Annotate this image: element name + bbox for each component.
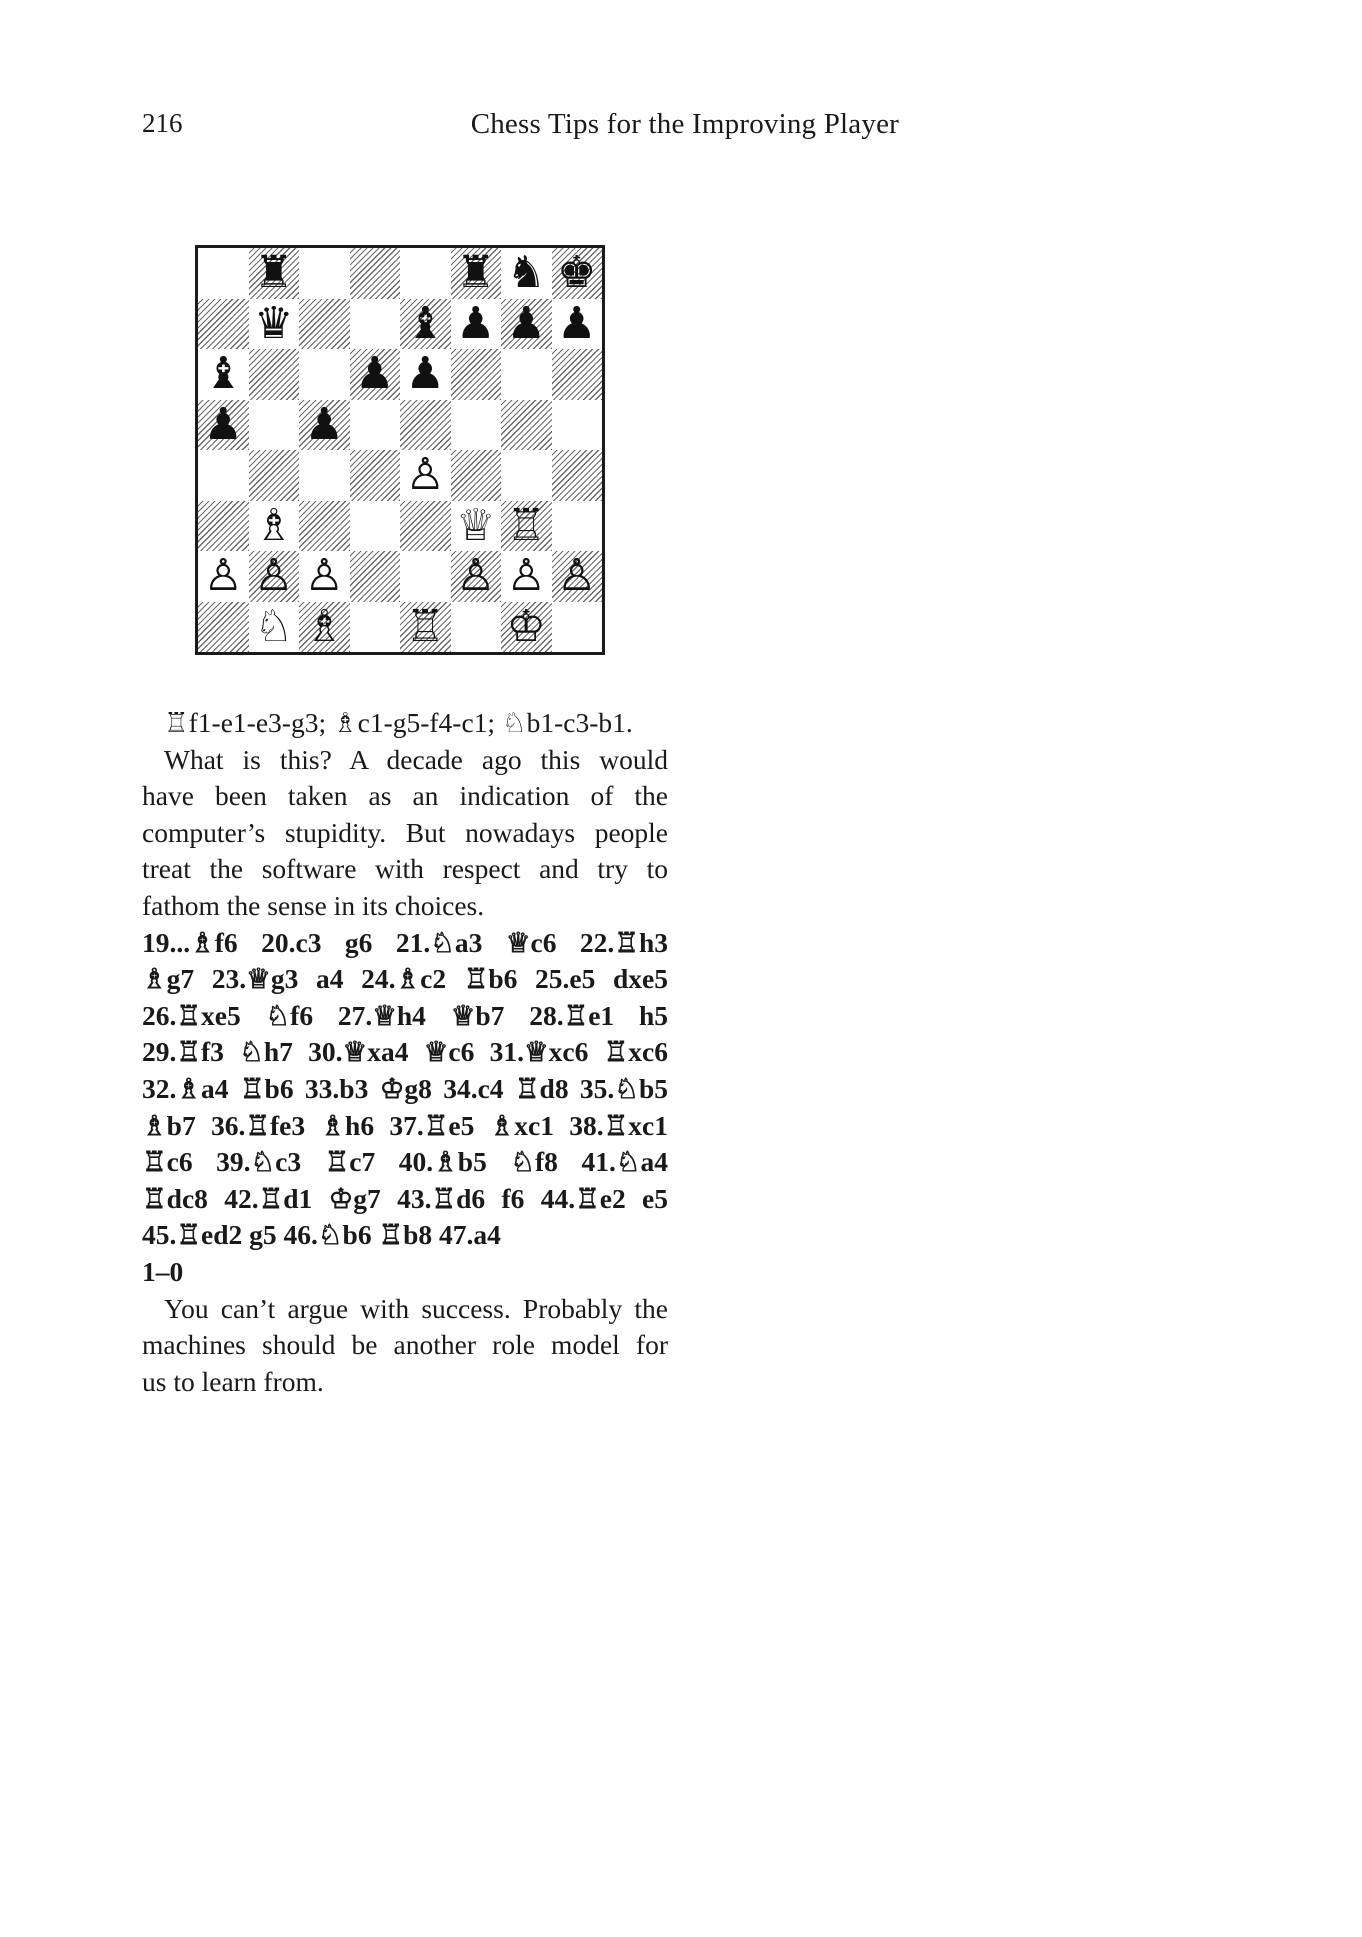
black-pawn-icon: ♟	[557, 297, 597, 349]
square-d8	[350, 248, 401, 299]
square-c3	[299, 501, 350, 552]
square-a4	[198, 450, 249, 501]
square-a2	[198, 551, 249, 602]
square-h3	[552, 501, 603, 552]
square-c2	[299, 551, 350, 602]
square-f7	[451, 299, 502, 350]
black-rook-icon: ♜	[456, 247, 496, 299]
black-pawn-icon: ♟	[304, 398, 344, 450]
moves-line: 19...♗f6 20.c3 g6 21.♘a3 ♕c6 22.♖h3	[142, 926, 668, 958]
running-title: Chess Tips for the Improving Player	[470, 108, 899, 140]
square-h5	[552, 400, 603, 451]
paragraph-line: fathom the sense in its choices.	[142, 889, 485, 921]
square-f1	[451, 602, 502, 653]
square-d6	[350, 349, 401, 400]
square-d1	[350, 602, 401, 653]
square-e8	[400, 248, 451, 299]
square-g5	[501, 400, 552, 451]
square-f5	[451, 400, 502, 451]
white-pawn-icon: ♙	[254, 550, 294, 602]
square-f6	[451, 349, 502, 400]
square-g6	[501, 349, 552, 400]
square-b7	[249, 299, 300, 350]
square-g4	[501, 450, 552, 501]
white-pawn-icon: ♙	[557, 550, 597, 602]
square-g8	[501, 248, 552, 299]
square-a1	[198, 602, 249, 653]
moves-line: ♖c6 39.♘c3 ♖c7 40.♗b5 ♘f8 41.♘a4	[142, 1146, 668, 1178]
black-bishop-icon: ♝	[405, 297, 445, 349]
moves-line: ♗g7 23.♕g3 a4 24.♗c2 ♖b6 25.e5 dxe5	[142, 963, 668, 995]
square-e1	[400, 602, 451, 653]
black-pawn-icon: ♟	[405, 348, 445, 400]
black-rook-icon: ♜	[254, 247, 294, 299]
square-e7	[400, 299, 451, 350]
white-pawn-icon: ♙	[203, 550, 243, 602]
white-pawn-icon: ♙	[506, 550, 546, 602]
square-f2	[451, 551, 502, 602]
square-b2	[249, 551, 300, 602]
square-a8	[198, 248, 249, 299]
page-number: 216	[142, 108, 183, 138]
square-b4	[249, 450, 300, 501]
square-d3	[350, 501, 401, 552]
chess-diagram	[195, 245, 605, 655]
white-rook-icon: ♖	[506, 499, 546, 551]
white-king-icon: ♔	[506, 600, 546, 652]
square-h1	[552, 602, 603, 653]
white-queen-icon: ♕	[456, 499, 496, 551]
square-f3	[451, 501, 502, 552]
square-b5	[249, 400, 300, 451]
square-b6	[249, 349, 300, 400]
square-c7	[299, 299, 350, 350]
black-knight-icon: ♞	[506, 247, 546, 299]
square-d7	[350, 299, 401, 350]
square-e4	[400, 450, 451, 501]
black-pawn-icon: ♟	[203, 398, 243, 450]
white-pawn-icon: ♙	[304, 550, 344, 602]
white-pawn-icon: ♙	[405, 449, 445, 501]
paragraph-line: machines should be another role model for	[142, 1329, 668, 1361]
square-c1	[299, 602, 350, 653]
square-d5	[350, 400, 401, 451]
square-a6	[198, 349, 249, 400]
black-pawn-icon: ♟	[506, 297, 546, 349]
black-pawn-icon: ♟	[355, 348, 395, 400]
black-bishop-icon: ♝	[203, 348, 243, 400]
paragraph-line: What is this? A decade ago this would	[164, 743, 668, 775]
square-h8	[552, 248, 603, 299]
square-a3	[198, 501, 249, 552]
black-pawn-icon: ♟	[456, 297, 496, 349]
square-h6	[552, 349, 603, 400]
paragraph-line: have been taken as an indication of the	[142, 780, 668, 812]
manoeuvres-line: ♖f1-e1-e3-g3; ♗c1-g5-f4-c1; ♘b1-c3-b1.	[164, 707, 633, 738]
square-b3	[249, 501, 300, 552]
square-g1	[501, 602, 552, 653]
moves-line: 32.♗a4 ♖b6 33.b3 ♔g8 34.c4 ♖d8 35.♘b5	[142, 1072, 668, 1104]
black-king-icon: ♚	[557, 247, 597, 299]
white-knight-icon: ♘	[254, 600, 294, 652]
square-c4	[299, 450, 350, 501]
paragraph-line: You can’t argue with success. Probably the	[164, 1292, 668, 1324]
square-h2	[552, 551, 603, 602]
white-bishop-icon: ♗	[254, 499, 294, 551]
moves-line: 26.♖xe5 ♘f6 27.♕h4 ♕b7 28.♖e1 h5	[142, 999, 668, 1031]
square-d2	[350, 551, 401, 602]
square-e5	[400, 400, 451, 451]
square-e3	[400, 501, 451, 552]
square-f4	[451, 450, 502, 501]
moves-line: ♖dc8 42.♖d1 ♔g7 43.♖d6 f6 44.♖e2 e5	[142, 1182, 668, 1214]
moves-line: 45.♖ed2 g5 46.♘b6 ♖b8 47.a4	[142, 1219, 501, 1251]
square-e2	[400, 551, 451, 602]
square-h4	[552, 450, 603, 501]
moves-line: ♗b7 36.♖fe3 ♗h6 37.♖e5 ♗xc1 38.♖xc1	[142, 1109, 668, 1141]
paragraph-line: treat the software with respect and try to	[142, 853, 668, 885]
square-c5	[299, 400, 350, 451]
white-pawn-icon: ♙	[456, 550, 496, 602]
square-d4	[350, 450, 401, 501]
moves-line: 29.♖f3 ♘h7 30.♕xa4 ♕c6 31.♕xc6 ♖xc6	[142, 1036, 668, 1068]
black-queen-icon: ♛	[254, 297, 294, 349]
square-b8	[249, 248, 300, 299]
square-g2	[501, 551, 552, 602]
white-bishop-icon: ♗	[304, 600, 344, 652]
square-c8	[299, 248, 350, 299]
square-e6	[400, 349, 451, 400]
paragraph-line: computer’s stupidity. But nowadays people	[142, 816, 668, 848]
white-rook-icon: ♖	[405, 600, 445, 652]
square-a5	[198, 400, 249, 451]
text-column	[142, 705, 668, 1400]
square-g3	[501, 501, 552, 552]
game-result: 1–0	[142, 1255, 184, 1287]
square-f8	[451, 248, 502, 299]
square-b1	[249, 602, 300, 653]
square-g7	[501, 299, 552, 350]
paragraph-line: us to learn from.	[142, 1365, 324, 1397]
page-header	[142, 108, 899, 148]
chess-board	[198, 248, 602, 652]
square-a7	[198, 299, 249, 350]
square-h7	[552, 299, 603, 350]
square-c6	[299, 349, 350, 400]
